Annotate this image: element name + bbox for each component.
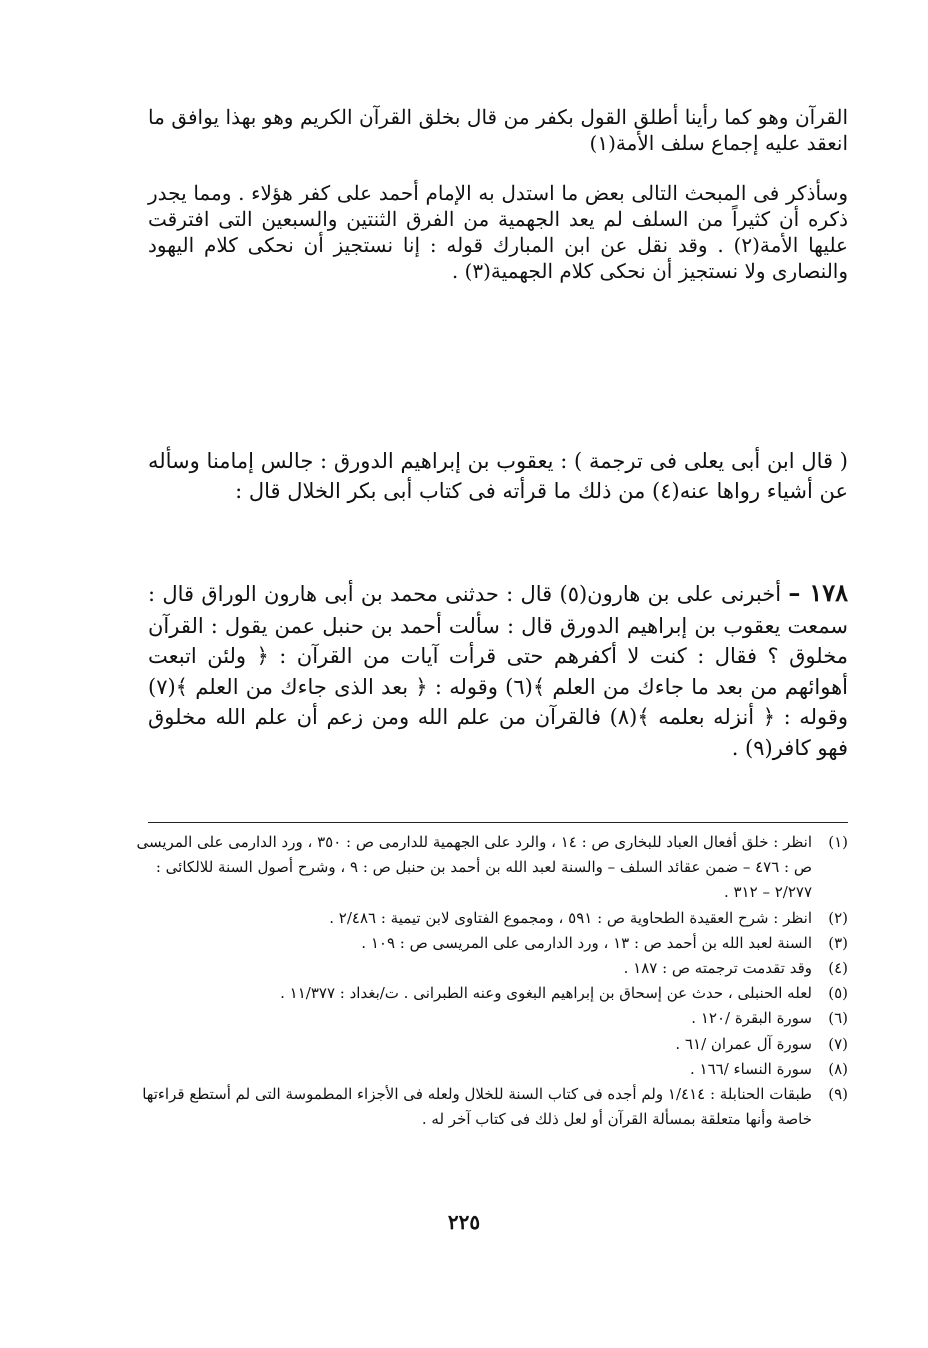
- narration-178: [148, 576, 848, 763]
- footnote-number: (١): [828, 833, 848, 851]
- footnote-7: [120, 1032, 848, 1057]
- footnote-6: [120, 1006, 848, 1031]
- footnote-text: لعله الحنبلى ، حدث عن إسحاق بن إبراهيم البغوى وعنه الطبرانى . ت/بغداد : ١١/٣٧٧ .: [280, 984, 812, 1003]
- footnote-9: [120, 1082, 848, 1132]
- footnote-4: [120, 956, 848, 981]
- footnote-text: وقد تقدمت ترجمته ص : ١٨٧ .: [623, 958, 812, 977]
- page-number: ٢٢٥: [447, 1210, 481, 1234]
- narration-number: ١٧٨ –: [788, 578, 848, 607]
- footnote-number: (٥): [828, 984, 848, 1003]
- footnote-text: انظر : شرح العقيدة الطحاوية ص : ٥٩١ ، ومجموع الفتاوى لابن تيمية : ٢/٤٨٦ .: [329, 908, 812, 927]
- narration-text: أخبرنى على بن هارون(٥) قال : حدثنى محمد بن أبى هارون الوراق قال : سمعت يعقوب بن إبراهيم الدورق قال : سألت أحمد بن حنبل عمن يقول : القرآن مخلوق ؟ فقال : كنت لا أكفرهم حتى قرأت آيات من القرآن : ﴿ ولئن اتبعت أهوائهم من بعد ما جاءك من العلم ﴾(٦) وقوله : ﴿ بعد الذى جاءك من العلم ﴾(٧) وقوله : ﴿ أنزله بعلمه ﴾(٨) فالقرآن من علم الله ومن زعم أن علم الله مخلوق فهو كافر(٩) .: [148, 582, 848, 760]
- body-paragraph-1: القرآن وهو كما رأينا أطلق القول بكفر من قال بخلق القرآن الكريم وهو بهذا يوافق ما انعقد عليه إجماع سلف الأمة(١): [148, 105, 848, 155]
- footnote-text: طبقات الحنابلة : ١/٤١٤ ولم أجده فى كتاب السنة للخلال ولعله فى الأجزاء المطموسة التى لم أستطع قراءتها خاصة وأنها متعلقة بمسألة القرآن أو لعل ذلك فى كتاب آخر له .: [142, 1084, 812, 1129]
- footnote-number: (٨): [828, 1059, 848, 1078]
- footnote-3: [120, 931, 848, 956]
- footnote-number: (٧): [828, 1034, 848, 1053]
- footnote-number: (٢): [828, 908, 848, 927]
- footnote-number: (٤): [828, 958, 848, 977]
- footnote-text: سورة البقرة /١٢٠ .: [691, 1009, 812, 1028]
- footnote-number: (٣): [828, 933, 848, 952]
- footnote-text: سورة آل عمران /٦١ .: [675, 1034, 812, 1053]
- footnotes: [120, 830, 848, 1132]
- footnote-text: انظر : خلق أفعال العباد للبخارى ص : ١٤ ، والرد على الجهمية للدارمى ص : ٣٥٠ ، ورد الدارمى على المريسى ص : ٤٧٦ – ضمن عقائد السلف – والسنة لعبد الله بن أحمد بن حنبل ص : ٩ ، وشرح أصول السنة للالكائى : ٢/٢٧٧ – ٣١٢ .: [136, 833, 812, 902]
- body-paragraph-3: ( قال ابن أبى يعلى فى ترجمة ) : يعقوب بن إبراهيم الدورق : جالس إمامنا وسأله عن أشياء رواها عنه(٤) من ذلك ما قرأته فى كتاب أبى بكر الخلال قال :: [148, 449, 848, 504]
- footnote-number: (٦): [828, 1009, 848, 1028]
- footnote-2: [120, 906, 848, 931]
- footnote-5: [120, 981, 848, 1006]
- footnote-1: [120, 830, 848, 906]
- footnote-number: (٩): [828, 1084, 848, 1103]
- body-paragraph-2: وسأذكر فى المبحث التالى بعض ما استدل به الإمام أحمد على كفر هؤلاء . ومما يجدر ذكره أن كثيراً من السلف لم يعد الجهمية من الفرق الثنتين والسبعين التى افترقت عليها الأمة(٢) . وقد نقل عن ابن المبارك قوله : إنا نستجيز أن نحكى كلام اليهود والنصارى ولا نستجيز أن نحكى كلام الجهمية(٣) .: [148, 181, 848, 283]
- footnote-text: سورة النساء /١٦٦ .: [690, 1059, 812, 1078]
- footnote-8: [120, 1057, 848, 1082]
- footnote-divider: [148, 822, 848, 823]
- footnote-text: السنة لعبد الله بن أحمد ص : ١٣ ، ورد الدارمى على المريسى ص : ١٠٩ .: [361, 933, 812, 952]
